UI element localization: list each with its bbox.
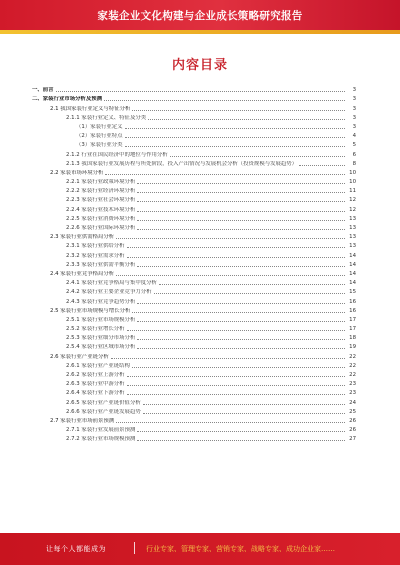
toc-entry-page: 13 [349,225,356,231]
toc-entry[interactable] [32,84,356,93]
toc-entry-label: 2.1.3 我国家装行业发展历程与所处阶段，投入产出情况与发展机会分析（投资规模与发展趋势） [66,160,298,167]
toc-entry-label: 2.3.1 家装行业供给分析 [66,243,125,250]
toc-entry-label: 2.2.1 家装行业政策环境分析 [66,179,136,186]
toc-leader-dots [299,165,345,166]
toc-entry[interactable] [32,121,356,130]
report-title: 家装企业文化构建与企业成长策略研究报告 [97,10,303,22]
toc-entry-label: 2.6.4 家装行业下游分析 [66,390,125,397]
toc-entry[interactable] [32,424,356,433]
toc-entry[interactable] [32,249,356,258]
toc-entry[interactable] [32,406,356,415]
toc-entry-page: 23 [349,390,356,397]
toc-leader-dots [137,211,345,212]
toc-leader-dots [105,174,345,175]
toc-entry-label: 2.5 家装行业市场规模与增长分析 [50,307,131,314]
toc-leader-dots [137,229,345,230]
toc-entry[interactable] [32,369,356,378]
toc-entry[interactable] [32,112,356,121]
toc-entry-page: 26 [349,417,356,424]
toc-leader-dots [127,385,345,386]
toc-leader-dots [56,91,345,92]
toc-entry-label: 2.2.6 家装行业国际环境分析 [66,225,136,231]
toc-leader-dots [148,119,345,120]
toc-leader-dots [137,183,345,184]
toc-entry-label: 2.2.3 家装行业社会环境分析 [66,197,136,204]
toc-leader-dots [137,348,345,349]
toc-leader-dots [154,293,345,294]
toc-leader-dots [127,394,345,395]
toc-leader-dots [116,238,345,239]
toc-entry-page: 16 [349,298,356,305]
toc-entry[interactable] [32,231,356,240]
toc-entry-label: 2.7.2 家装行业市场规模预测 [66,436,136,443]
toc-entry-label: 一、前言 [32,87,54,94]
toc-leader-dots [137,201,345,202]
toc-leader-dots [137,303,345,304]
toc-entry-page: 10 [349,179,356,186]
toc-entry-page: 13 [349,243,356,250]
toc-entry[interactable] [32,295,356,304]
toc-leader-dots [137,339,345,340]
toc-entry-page: 18 [349,335,356,342]
toc-heading: 内容目录 [171,58,228,73]
toc-entry[interactable] [32,167,356,176]
toc-entry[interactable] [32,185,356,194]
toc-entry-page: 14 [349,280,356,287]
toc-entry-page: 15 [349,289,356,296]
toc-entry[interactable] [32,277,356,286]
toc-entry-label: 2.7 家装行业市场前景预测 [50,417,115,424]
toc-entry-label: 2.2.2 家装行业经济环境分析 [66,188,136,195]
toc-entry-label: 2.4.1 家装行业竞争格局与集中度分析 [66,280,157,287]
toc-entry-page: 16 [349,307,356,314]
toc-leader-dots [104,100,345,101]
toc-entry-label: 2.5.4 家装行业区域市场分析 [66,344,136,351]
toc-entry-page: 22 [349,372,356,378]
toc-entry-label: 2.5.3 家装行业细分市场分析 [66,335,136,342]
toc-leader-dots [137,192,345,193]
toc-entry[interactable] [32,433,356,442]
toc-entry[interactable] [32,341,356,350]
footer-slogan-right: 行业专家、管理专家、营销专家、战略专家、成功企业家…… [146,545,335,553]
toc-leader-dots [170,156,345,157]
toc-entry[interactable] [32,286,356,295]
toc-entry-label: 2.3.2 家装行业需求分析 [66,252,125,259]
toc-entry-label: 2.5.1 家装行业市场规模分析 [66,316,136,323]
toc-entry-label: 2.6 家装行业产业链分析 [50,353,109,360]
toc-entry-label: 2.2 家装市场环境分析 [50,169,104,176]
toc-entry-label: （1）家装行业定义 [76,123,123,130]
toc-entry[interactable] [32,387,356,396]
toc-entry-page: 25 [349,408,356,415]
toc-leader-dots [159,284,345,285]
toc-entry-page: 3 [352,114,356,121]
toc-entry-page: 24 [349,399,356,406]
toc-entry[interactable] [32,332,356,341]
toc-entry-page: 4 [352,133,356,140]
toc-entry[interactable] [32,314,356,323]
table-of-contents [32,84,356,442]
toc-leader-dots [111,358,345,359]
toc-entry-page: 3 [352,96,356,103]
toc-leader-dots [132,367,345,368]
toc-entry-page: 3 [352,123,356,130]
toc-entry-page: 11 [349,188,356,195]
toc-entry[interactable] [32,93,356,102]
report-header [0,0,400,34]
toc-entry[interactable] [32,130,356,139]
toc-entry-label: 2.3 家装行业供需格局分析 [50,234,115,241]
toc-leader-dots [137,266,345,267]
toc-entry[interactable] [32,259,356,268]
toc-entry-page: 6 [352,151,356,158]
toc-entry-label: 2.2.5 家装行业消费环境分析 [66,215,136,222]
toc-entry-label: 二、家装行业市场分析及预测 [32,96,103,103]
toc-entry[interactable] [32,176,356,185]
toc-entry[interactable] [32,305,356,314]
toc-entry[interactable] [32,102,356,111]
toc-leader-dots [143,404,345,405]
toc-entry-page: 26 [349,427,356,434]
toc-entry[interactable] [32,213,356,222]
toc-entry[interactable] [32,139,356,148]
toc-entry[interactable] [32,396,356,405]
header-accent-stripe [0,30,400,34]
toc-leader-dots [137,431,345,432]
toc-entry-page: 5 [352,142,356,149]
toc-entry-page: 10 [349,169,356,176]
toc-entry-label: 2.4.2 家装行业主要企业竞争力分析 [66,289,152,296]
toc-entry-page: 22 [349,353,356,360]
toc-entry[interactable] [32,350,356,359]
toc-entry-label: 2.6.2 家装行业上游分析 [66,372,125,378]
toc-entry-label: 2.6.5 家装行业产业链价值分析 [66,399,141,406]
toc-entry[interactable] [32,378,356,387]
toc-leader-dots [137,220,345,221]
toc-leader-dots [132,312,345,313]
toc-entry-label: 2.1.2 行业在国民经济中的地位与作用分析 [66,151,168,158]
toc-entry-page: 23 [349,381,356,388]
toc-entry[interactable] [32,360,356,369]
toc-entry-label: 2.4.3 家装行业竞争趋势分析 [66,298,136,305]
toc-entry-page: 14 [349,252,356,259]
toc-entry[interactable] [32,158,356,167]
toc-leader-dots [132,110,345,111]
footer-divider [134,542,135,554]
toc-entry[interactable] [32,203,356,212]
toc-entry-label: 2.1 我国家装行业定义与特征分析 [50,105,131,112]
toc-entry-label: 2.3.3 家装行业供需平衡分析 [66,261,136,268]
toc-entry-page: 14 [349,261,356,268]
toc-leader-dots [125,146,345,147]
toc-entry[interactable] [32,415,356,424]
toc-entry-page: 3 [352,105,356,112]
toc-leader-dots [127,376,345,377]
toc-entry-page: 17 [349,326,356,333]
toc-entry[interactable] [32,194,356,203]
toc-entry-label: 2.4 家装行业竞争格局分析 [50,270,115,277]
toc-leader-dots [137,440,345,441]
toc-entry[interactable] [32,222,356,231]
toc-entry-label: 2.1.1 家装行业定义、特征及分类 [66,114,147,121]
footer-slogan-left: 让每个人都能成为 [46,545,106,553]
toc-entry-label: （3）家装行业分类 [76,142,123,149]
report-footer [0,533,400,565]
toc-entry-page: 22 [349,362,356,369]
toc-entry-label: 2.7.1 家装行业发展前景预测 [66,427,136,434]
toc-entry-label: 2.6.6 家装行业产业链发展趋势 [66,408,141,415]
toc-entry-page: 3 [352,87,356,94]
toc-entry-label: 2.5.2 家装行业增长分析 [66,326,125,333]
toc-leader-dots [127,257,345,258]
toc-entry-label: 2.6.1 家装行业产业链结构 [66,362,130,369]
toc-entry[interactable] [32,268,356,277]
toc-entry-page: 13 [349,215,356,222]
toc-leader-dots [116,422,345,423]
toc-entry-page: 17 [349,316,356,323]
toc-entry-page: 12 [349,197,356,204]
toc-leader-dots [116,275,345,276]
toc-entry-page: 12 [349,206,356,213]
toc-entry-label: 2.6.3 家装行业中游分析 [66,381,125,388]
toc-entry[interactable] [32,323,356,332]
toc-entry[interactable] [32,148,356,157]
toc-leader-dots [125,137,345,138]
toc-leader-dots [125,128,345,129]
toc-entry[interactable] [32,240,356,249]
toc-entry-page: 8 [352,160,356,167]
toc-leader-dots [143,413,345,414]
toc-leader-dots [127,330,345,331]
toc-entry-label: （2）家装行业特点 [76,133,123,140]
toc-entry-page: 13 [349,234,356,241]
toc-leader-dots [127,247,345,248]
toc-entry-page: 14 [349,270,356,277]
toc-entry-label: 2.2.4 家装行业技术环境分析 [66,206,136,213]
toc-entry-page: 27 [349,436,356,443]
toc-entry-page: 19 [349,344,356,351]
toc-leader-dots [137,321,345,322]
